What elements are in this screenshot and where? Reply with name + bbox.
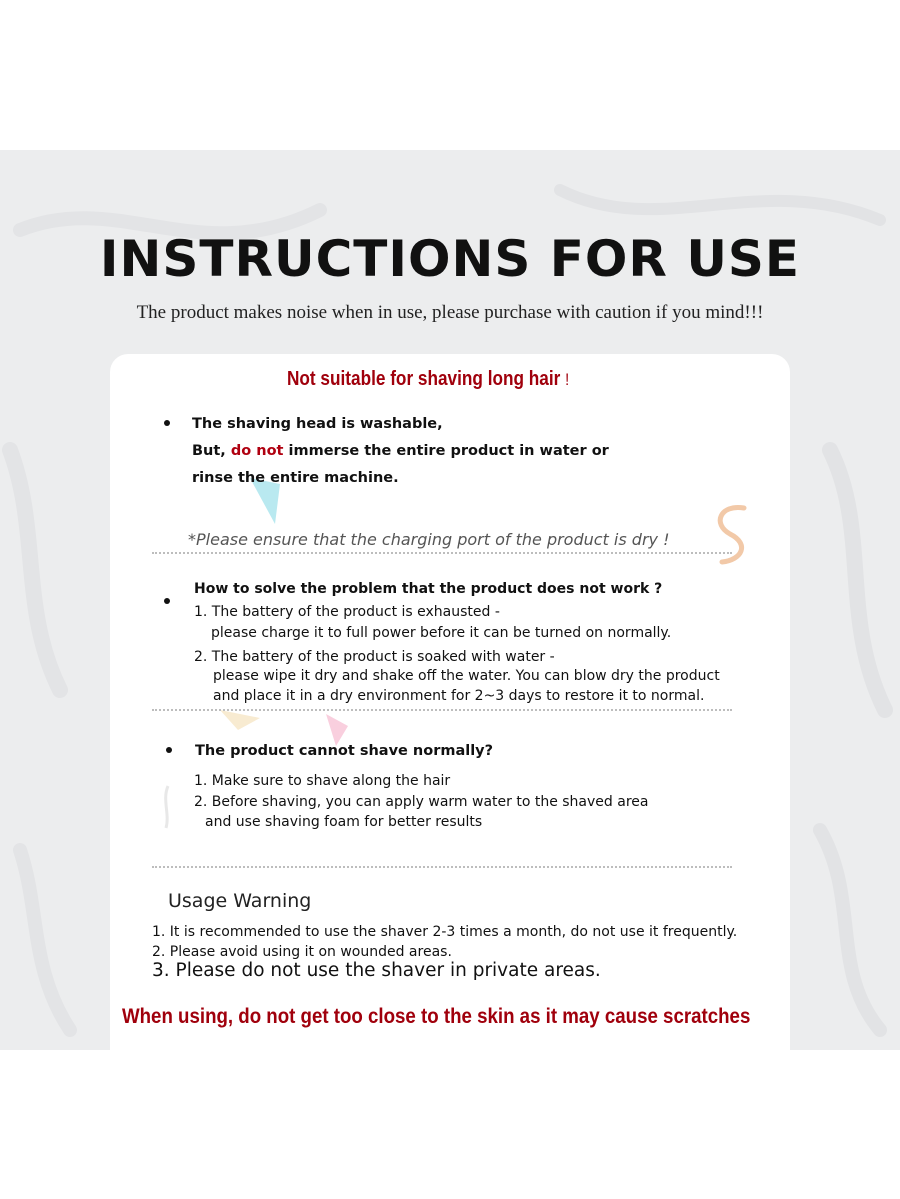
bullet-icon bbox=[166, 747, 172, 753]
section2-item1: 1. The battery of the product is exhausted - bbox=[194, 604, 500, 620]
warning-item3: 3. Please do not use the shaver in private areas. bbox=[152, 960, 601, 981]
section2-heading: How to solve the problem that the product does not work ? bbox=[194, 581, 663, 597]
section1-line3: rinse the entire machine. bbox=[192, 470, 399, 486]
section1-line1: The shaving head is washable, bbox=[192, 416, 443, 432]
section3-item2-detail: and use shaving foam for better results bbox=[205, 814, 483, 830]
section2-item2-detail1: please wipe it dry and shake off the water. You can blow dry the product bbox=[213, 668, 720, 684]
section3-heading: The product cannot shave normally? bbox=[195, 743, 494, 759]
divider bbox=[152, 866, 732, 868]
section3-item1: 1. Make sure to shave along the hair bbox=[194, 773, 451, 789]
card-headline-text: Not suitable for shaving long hair bbox=[287, 368, 561, 390]
section1-line2 bbox=[192, 443, 609, 459]
card-headline bbox=[287, 368, 569, 391]
usage-warning-heading: Usage Warning bbox=[168, 890, 312, 912]
section1-line2-pre: But, bbox=[192, 443, 231, 459]
instruction-panel bbox=[0, 150, 900, 1050]
charging-port-note: *Please ensure that the charging port of the product is dry ! bbox=[188, 530, 670, 549]
page-title: INSTRUCTIONS FOR USE bbox=[99, 230, 801, 288]
divider bbox=[152, 552, 732, 554]
section2-item1-detail: please charge it to full power before it can be turned on normally. bbox=[211, 625, 672, 641]
instructions-card bbox=[110, 354, 790, 1050]
warning-item2: 2. Please avoid using it on wounded areas. bbox=[152, 944, 452, 960]
section2-item2-detail2: and place it in a dry environment for 2~3 days to restore it to normal. bbox=[213, 688, 705, 704]
warning-item1: 1. It is recommended to use the shaver 2-3 times a month, do not use it frequently. bbox=[152, 924, 738, 940]
card-headline-mark: ! bbox=[565, 370, 570, 389]
footer-notice: When using, do not get too close to the skin as it may cause scratches bbox=[122, 1005, 751, 1028]
divider bbox=[152, 709, 732, 711]
section2-item2: 2. The battery of the product is soaked with water - bbox=[194, 649, 555, 665]
page-subtitle: The product makes noise when in use, please purchase with caution if you mind!!! bbox=[136, 302, 764, 323]
section3-item2: 2. Before shaving, you can apply warm water to the shaved area bbox=[194, 794, 649, 810]
bullet-icon bbox=[164, 420, 170, 426]
bullet-icon bbox=[164, 598, 170, 604]
section1-line2-post: immerse the entire product in water or bbox=[283, 443, 609, 459]
section1-do-not: do not bbox=[230, 443, 284, 459]
